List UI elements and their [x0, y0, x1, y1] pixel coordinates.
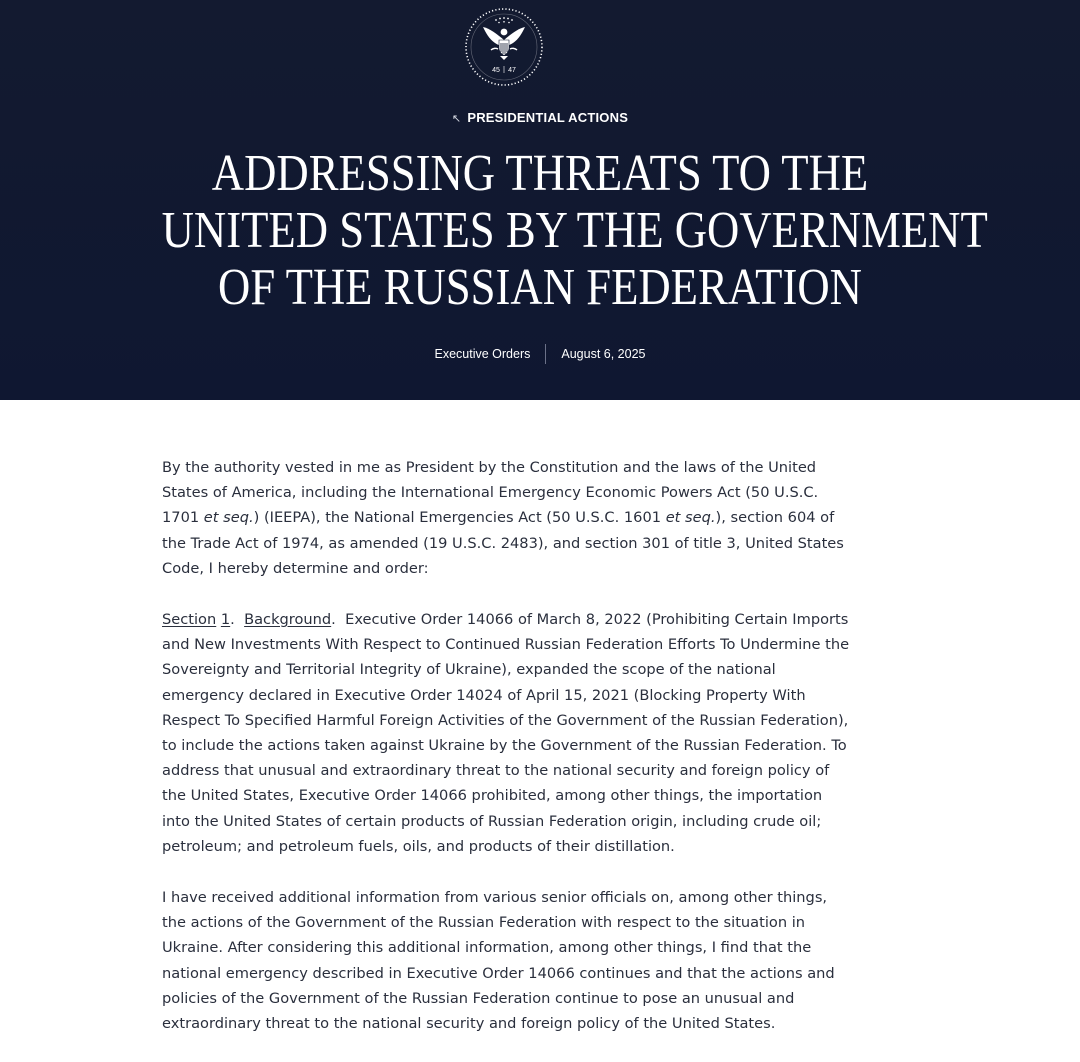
seal-number-right: 47: [508, 67, 516, 74]
intro-text-2: ) (IEEPA), the National Emergencies Act (50 U.S.C. 1601: [253, 509, 666, 527]
kicker-label[interactable]: PRESIDENTIAL ACTIONS: [467, 110, 629, 125]
section-1-text: Executive Order 14066 of March 8, 2022 (Prohibiting Certain Imports and New Investments With Respect to Continued Russian Federation Efforts To Undermine the Sovereignty and Territorial Integrity of Ukraine), expanded the scope of the national emergency declared in Executive Order 14024 of April 15, 2021 (Blocking Property With Respect To Specified Harmful Foreign Activities of the Government of the Russian Federation), to include the actions taken against Ukraine by the Government of the Russian Federation. To address that unusual and extraordinary threat to the national security and foreign policy of the United States, Executive Order 14066 prohibited, among other things, the importation into the United States of certain products of Russian Federation origin, including crude oil; petroleum; and petroleum fuels, oils, and products of their distillation.: [162, 611, 850, 855]
title-line-2: UNITED STATES BY THE GOVERNMENT: [161, 202, 988, 259]
article-body: [162, 455, 852, 1062]
title-line-1: ADDRESSING THREATS TO THE: [211, 145, 869, 202]
intro-text-1: By the authority vested in me as President by the Constitution and the laws of the United States of America, including the International Emergency Economic Powers Act (50 U.S.C. 1701: [162, 459, 819, 527]
intro-paragraph: [162, 455, 852, 581]
section-number: 1: [220, 611, 231, 629]
intro-et-seq-2: et seq.: [665, 509, 716, 527]
page-header: [0, 0, 1080, 400]
seal-number-left: 45: [492, 67, 500, 74]
arrow-up-left-icon: ↖: [451, 113, 462, 125]
publish-date: August 6, 2025: [561, 347, 646, 361]
section-label: Section: [162, 611, 217, 629]
intro-et-seq-1: et seq.: [203, 509, 254, 527]
category-kicker[interactable]: [0, 110, 1080, 125]
meta-divider: [545, 344, 546, 364]
finding-paragraph: I have received additional information from various senior officials on, among other things, the actions of the Government of the Russian Federation with respect to the situation in Ukraine. After considering this additional information, among other things, I find that the national emergency described in Executive Order 14066 continues and that the actions and policies of the Government of the Russian Federation continue to pose an unusual and extraordinary threat to the national security and foreign policy of the United States.: [162, 889, 835, 1033]
presidential-seal-icon[interactable]: [463, 6, 545, 88]
intro-text-3: ), section 604 of the Trade Act of 1974, as amended (19 U.S.C. 2483), and section 301 of title 3, United States Code, I hereby determine and order:: [162, 509, 844, 577]
title-line-3: OF THE RUSSIAN FEDERATION: [218, 259, 862, 316]
category-link[interactable]: Executive Orders: [434, 347, 531, 361]
section-heading: Background: [244, 611, 332, 629]
post-meta: [0, 344, 1080, 364]
section-1-paragraph: Section 1. Background. Executive Order 14066 of March 8, 2022 (Prohibiting Certain Imports and New Investments With Respect to Continued Russian Federation Efforts To Undermine the Sovereignty and Territorial Integrity of Ukraine), expanded the scope of the national emergency declared in Executive Order 14024 of April 15, 2021 (Blocking Property With Respect To Specified Harmful Foreign Activities of the Government of the Russian Federation), to include the actions taken against Ukraine by the Government of the Russian Federation. To address that unusual and extraordinary threat to the national security and foreign policy of the United States, Executive Order 14066 prohibited, among other things, the importation into the United States of certain products of Russian Federation origin, including crude oil; petroleum; and petroleum fuels, oils, and products of their distillation.: [162, 611, 850, 855]
seal-graphic: [463, 6, 545, 88]
page-title: [161, 145, 988, 316]
